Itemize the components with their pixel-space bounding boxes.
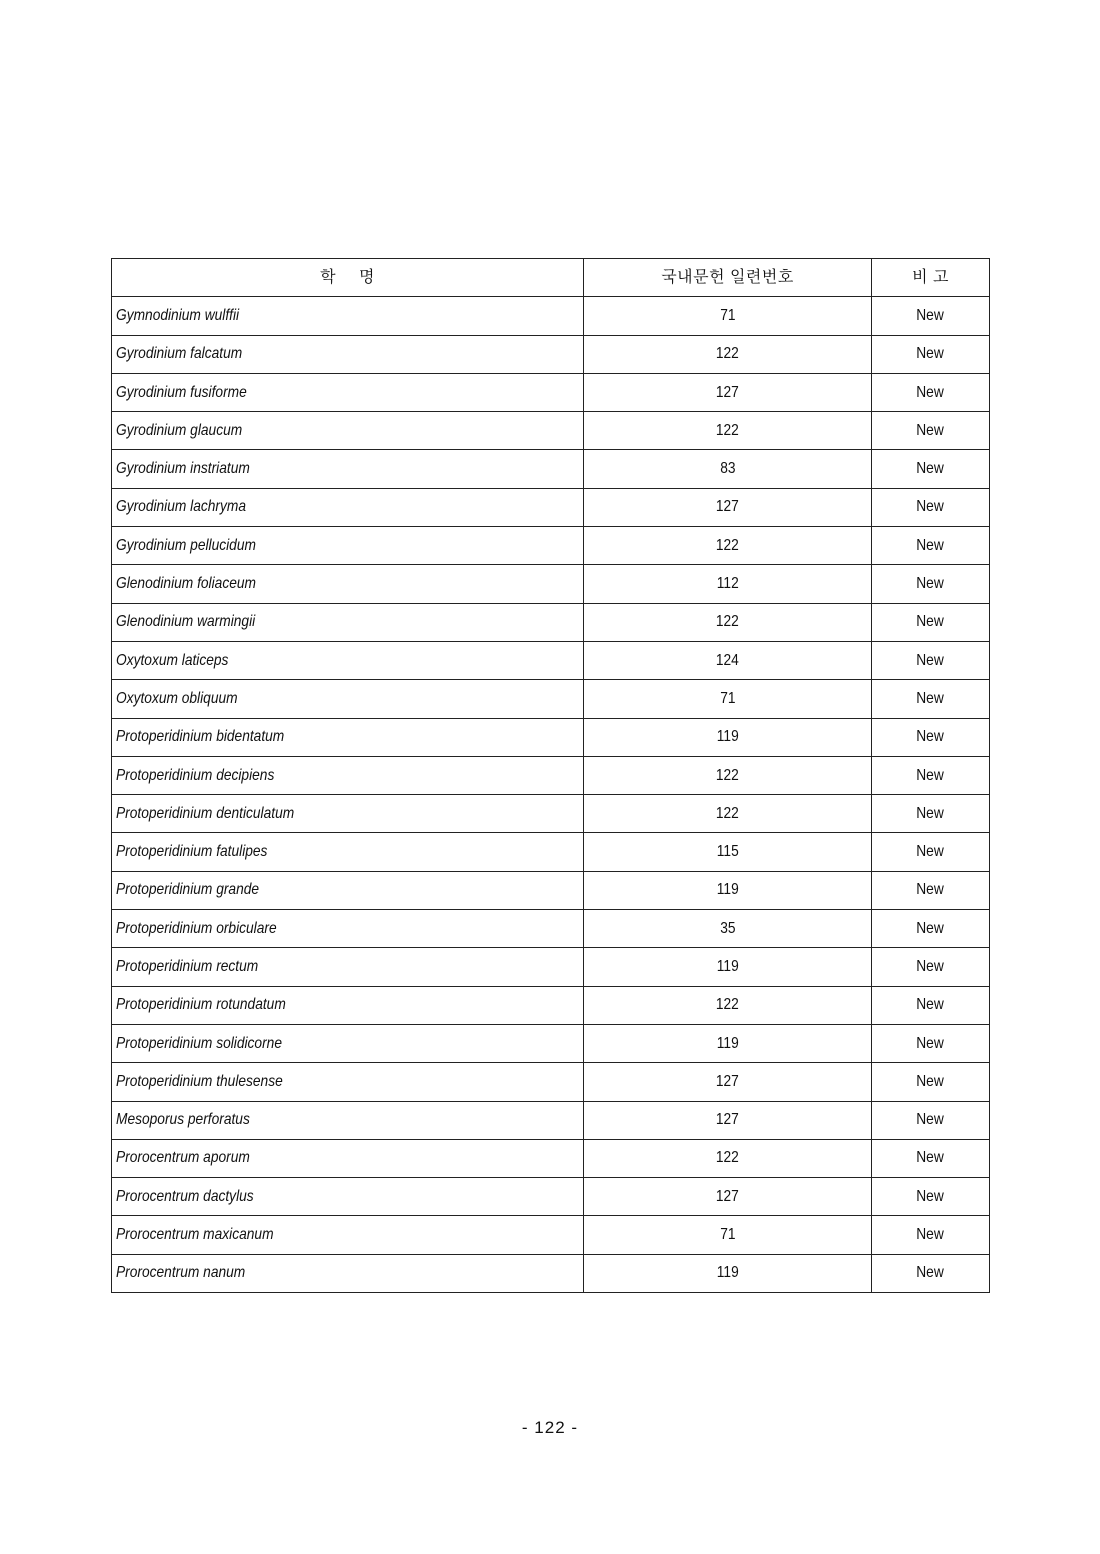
reference-number-cell-text: 119 xyxy=(716,881,739,899)
remarks-cell xyxy=(872,565,990,603)
scientific-name-cell xyxy=(112,297,584,335)
remarks-cell-text: New xyxy=(916,536,945,554)
table-row xyxy=(112,1178,990,1216)
table-row xyxy=(112,948,990,986)
remarks-cell xyxy=(872,718,990,756)
reference-number-cell xyxy=(584,910,872,948)
table-row xyxy=(112,412,990,450)
remarks-cell xyxy=(872,1254,990,1292)
reference-number-cell-text: 122 xyxy=(716,345,739,363)
scientific-name-cell xyxy=(112,680,584,718)
scientific-name-cell xyxy=(112,756,584,794)
scientific-name-cell xyxy=(112,373,584,411)
scientific-name-cell xyxy=(112,1101,584,1139)
table-row xyxy=(112,373,990,411)
remarks-cell xyxy=(872,680,990,718)
reference-number-cell xyxy=(584,412,872,450)
table-header-row xyxy=(112,259,990,297)
reference-number-cell-text: 127 xyxy=(716,1111,739,1129)
table-row xyxy=(112,871,990,909)
remarks-cell xyxy=(872,795,990,833)
table-row xyxy=(112,450,990,488)
reference-number-cell xyxy=(584,718,872,756)
reference-number-cell xyxy=(584,680,872,718)
header-reference-number: 국내문헌 일련번호 xyxy=(584,259,872,297)
header-remarks: 비 고 xyxy=(872,259,990,297)
reference-number-cell-text: 122 xyxy=(716,766,739,784)
scientific-name-cell xyxy=(112,718,584,756)
remarks-cell xyxy=(872,986,990,1024)
table-row xyxy=(112,297,990,335)
scientific-name-cell-text: Prorocentrum aporum xyxy=(116,1149,250,1167)
scientific-name-cell xyxy=(112,641,584,679)
reference-number-cell-text: 119 xyxy=(716,728,739,746)
table-body xyxy=(112,297,990,1293)
scientific-name-cell xyxy=(112,986,584,1024)
remarks-cell-text: New xyxy=(916,766,945,784)
remarks-cell xyxy=(872,335,990,373)
reference-number-cell-text: 127 xyxy=(716,1072,739,1090)
remarks-cell-text: New xyxy=(916,996,945,1014)
scientific-name-cell-text: Mesoporus perforatus xyxy=(116,1111,250,1129)
table-row xyxy=(112,1101,990,1139)
remarks-cell-text: New xyxy=(916,345,945,363)
scientific-name-cell-text: Gyrodinium instriatum xyxy=(116,460,250,478)
remarks-cell-text: New xyxy=(916,498,945,516)
reference-number-cell xyxy=(584,948,872,986)
remarks-cell-text: New xyxy=(916,1187,945,1205)
remarks-cell xyxy=(872,948,990,986)
remarks-cell-text: New xyxy=(916,804,945,822)
reference-number-cell xyxy=(584,603,872,641)
remarks-cell xyxy=(872,1024,990,1062)
remarks-cell-text: New xyxy=(916,1034,945,1052)
remarks-cell xyxy=(872,297,990,335)
reference-number-cell-text: 71 xyxy=(719,689,736,707)
reference-number-cell-text: 122 xyxy=(716,804,739,822)
remarks-cell xyxy=(872,603,990,641)
scientific-name-cell xyxy=(112,1254,584,1292)
table-row xyxy=(112,795,990,833)
reference-number-cell xyxy=(584,833,872,871)
remarks-cell xyxy=(872,833,990,871)
table-row xyxy=(112,986,990,1024)
scientific-name-cell-text: Protoperidinium decipiens xyxy=(116,766,275,784)
remarks-cell xyxy=(872,450,990,488)
scientific-name-cell xyxy=(112,488,584,526)
scientific-name-cell-text: Protoperidinium denticulatum xyxy=(116,804,295,822)
scientific-name-cell xyxy=(112,527,584,565)
table-row xyxy=(112,756,990,794)
table-row xyxy=(112,641,990,679)
scientific-name-cell-text: Protoperidinium orbiculare xyxy=(116,919,277,937)
scientific-name-cell-text: Glenodinium foliaceum xyxy=(116,575,256,593)
remarks-cell xyxy=(872,641,990,679)
remarks-cell-text: New xyxy=(916,881,945,899)
remarks-cell xyxy=(872,527,990,565)
scientific-name-cell xyxy=(112,1178,584,1216)
remarks-cell xyxy=(872,871,990,909)
scientific-name-cell-text: Glenodinium warmingii xyxy=(116,613,256,631)
scientific-name-cell xyxy=(112,871,584,909)
reference-number-cell xyxy=(584,641,872,679)
remarks-cell-text: New xyxy=(916,1111,945,1129)
remarks-cell-text: New xyxy=(916,689,945,707)
scientific-name-cell-text: Protoperidinium solidicorne xyxy=(116,1034,282,1052)
scientific-name-cell-text: Prorocentrum maxicanum xyxy=(116,1226,274,1244)
remarks-cell xyxy=(872,1063,990,1101)
scientific-name-cell xyxy=(112,450,584,488)
species-table xyxy=(111,258,990,1293)
table-row xyxy=(112,1139,990,1177)
reference-number-cell-text: 71 xyxy=(719,1226,736,1244)
reference-number-cell xyxy=(584,1254,872,1292)
remarks-cell xyxy=(872,1101,990,1139)
remarks-cell-text: New xyxy=(916,1226,945,1244)
reference-number-cell-text: 122 xyxy=(716,421,739,439)
table-row xyxy=(112,910,990,948)
reference-number-cell xyxy=(584,1101,872,1139)
scientific-name-cell-text: Gymnodinium wulffii xyxy=(116,306,240,324)
reference-number-cell xyxy=(584,1216,872,1254)
reference-number-cell xyxy=(584,756,872,794)
scientific-name-cell-text: Protoperidinium bidentatum xyxy=(116,728,285,746)
remarks-cell-text: New xyxy=(916,957,945,975)
remarks-cell-text: New xyxy=(916,613,945,631)
scientific-name-cell-text: Gyrodinium lachryma xyxy=(116,498,246,516)
remarks-cell-text: New xyxy=(916,843,945,861)
remarks-cell xyxy=(872,488,990,526)
table-row xyxy=(112,1254,990,1292)
table-row xyxy=(112,1063,990,1101)
scientific-name-cell xyxy=(112,412,584,450)
scientific-name-cell xyxy=(112,1063,584,1101)
scientific-name-cell-text: Prorocentrum nanum xyxy=(116,1264,246,1282)
scientific-name-cell xyxy=(112,335,584,373)
scientific-name-cell xyxy=(112,910,584,948)
reference-number-cell xyxy=(584,565,872,603)
reference-number-cell xyxy=(584,986,872,1024)
remarks-cell-text: New xyxy=(916,1149,945,1167)
remarks-cell xyxy=(872,1216,990,1254)
reference-number-cell-text: 122 xyxy=(716,536,739,554)
reference-number-cell xyxy=(584,297,872,335)
table-row xyxy=(112,603,990,641)
scientific-name-cell xyxy=(112,948,584,986)
reference-number-cell-text: 115 xyxy=(716,843,739,861)
remarks-cell xyxy=(872,756,990,794)
reference-number-cell-text: 122 xyxy=(716,1149,739,1167)
reference-number-cell xyxy=(584,1024,872,1062)
reference-number-cell-text: 124 xyxy=(716,651,739,669)
reference-number-cell xyxy=(584,335,872,373)
table-row xyxy=(112,833,990,871)
remarks-cell-text: New xyxy=(916,1072,945,1090)
reference-number-cell-text: 71 xyxy=(719,306,736,324)
scientific-name-cell-text: Protoperidinium thulesense xyxy=(116,1072,283,1090)
scientific-name-cell xyxy=(112,1216,584,1254)
header-scientific-name: 학 명 xyxy=(112,259,584,297)
page-number: - 122 - xyxy=(521,1418,579,1437)
scientific-name-cell-text: Gyrodinium pellucidum xyxy=(116,536,256,554)
scientific-name-cell xyxy=(112,565,584,603)
table-row xyxy=(112,680,990,718)
remarks-cell xyxy=(872,412,990,450)
remarks-cell xyxy=(872,373,990,411)
scientific-name-cell-text: Protoperidinium grande xyxy=(116,881,260,899)
remarks-cell-text: New xyxy=(916,651,945,669)
scientific-name-cell-text: Gyrodinium falcatum xyxy=(116,345,243,363)
reference-number-cell-text: 119 xyxy=(716,1034,739,1052)
remarks-cell xyxy=(872,1139,990,1177)
reference-number-cell xyxy=(584,450,872,488)
table-row xyxy=(112,1024,990,1062)
scientific-name-cell xyxy=(112,833,584,871)
reference-number-cell xyxy=(584,871,872,909)
scientific-name-cell-text: Prorocentrum dactylus xyxy=(116,1187,254,1205)
table-row xyxy=(112,488,990,526)
reference-number-cell xyxy=(584,1063,872,1101)
remarks-cell-text: New xyxy=(916,383,945,401)
remarks-cell-text: New xyxy=(916,1264,945,1282)
scientific-name-cell-text: Gyrodinium fusiforme xyxy=(116,383,247,401)
remarks-cell-text: New xyxy=(916,460,945,478)
scientific-name-cell-text: Protoperidinium fatulipes xyxy=(116,843,268,861)
reference-number-cell xyxy=(584,488,872,526)
remarks-cell-text: New xyxy=(916,421,945,439)
reference-number-cell-text: 35 xyxy=(719,919,736,937)
scientific-name-cell-text: Gyrodinium glaucum xyxy=(116,421,243,439)
reference-number-cell xyxy=(584,373,872,411)
remarks-cell-text: New xyxy=(916,919,945,937)
reference-number-cell xyxy=(584,1178,872,1216)
reference-number-cell-text: 119 xyxy=(716,957,739,975)
remarks-cell-text: New xyxy=(916,728,945,746)
scientific-name-cell xyxy=(112,603,584,641)
scientific-name-cell-text: Protoperidinium rotundatum xyxy=(116,996,286,1014)
reference-number-cell-text: 122 xyxy=(716,613,739,631)
table-row xyxy=(112,335,990,373)
table-row xyxy=(112,718,990,756)
remarks-cell xyxy=(872,910,990,948)
reference-number-cell-text: 83 xyxy=(719,460,736,478)
reference-number-cell-text: 127 xyxy=(716,1187,739,1205)
scientific-name-cell-text: Oxytoxum obliquum xyxy=(116,689,238,707)
reference-number-cell-text: 127 xyxy=(716,383,739,401)
reference-number-cell xyxy=(584,1139,872,1177)
table-row xyxy=(112,1216,990,1254)
scientific-name-cell-text: Oxytoxum laticeps xyxy=(116,651,229,669)
reference-number-cell-text: 119 xyxy=(716,1264,739,1282)
scientific-name-cell xyxy=(112,1024,584,1062)
reference-number-cell-text: 112 xyxy=(716,575,739,593)
reference-number-cell-text: 122 xyxy=(716,996,739,1014)
remarks-cell-text: New xyxy=(916,306,945,324)
remarks-cell-text: New xyxy=(916,575,945,593)
remarks-cell xyxy=(872,1178,990,1216)
reference-number-cell-text: 127 xyxy=(716,498,739,516)
table-row xyxy=(112,565,990,603)
scientific-name-cell xyxy=(112,795,584,833)
scientific-name-cell xyxy=(112,1139,584,1177)
table-row xyxy=(112,527,990,565)
reference-number-cell xyxy=(584,527,872,565)
scientific-name-cell-text: Protoperidinium rectum xyxy=(116,957,259,975)
reference-number-cell xyxy=(584,795,872,833)
